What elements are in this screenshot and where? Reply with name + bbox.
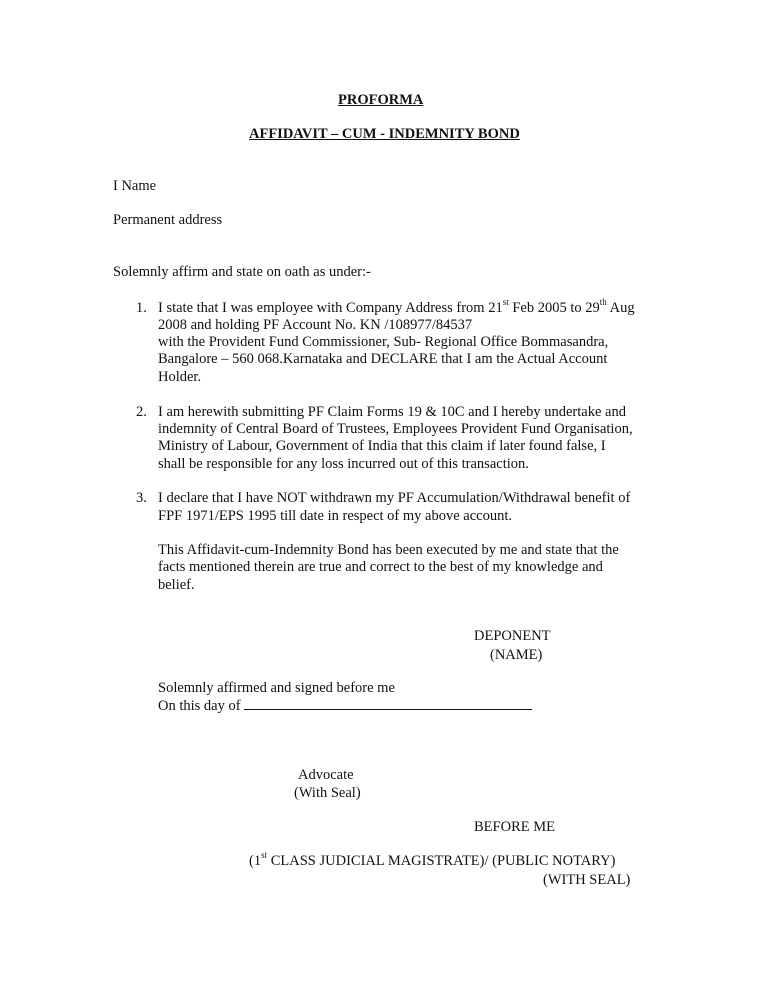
item1-sup-st: st [502, 297, 509, 308]
affirmed-line2 [158, 697, 532, 715]
with-seal-label: (WITH SEAL) [543, 872, 631, 888]
item2-line2: indemnity of Central Board of Trustees, Employees Provident Fund Organisation, [158, 421, 633, 437]
item1-line1 [158, 297, 635, 317]
item1-line5: Holder. [158, 369, 202, 385]
name-label: I Name [113, 178, 157, 194]
item2-line3: Ministry of Labour, Government of India that this claim if later found false, I [158, 438, 606, 454]
document-subtitle: AFFIDAVIT – CUM - INDEMNITY BOND [249, 126, 520, 142]
magistrate-rest: CLASS JUDICIAL MAGISTRATE)/ (PUBLIC NOTARY) [267, 853, 616, 869]
magistrate-open: (1 [249, 853, 262, 869]
item1-line3: with the Provident Fund Commissioner, Sub- Regional Office Bommasandra, [158, 334, 609, 350]
advocate-seal: (With Seal) [294, 785, 361, 801]
item2-line4: shall be responsible for any loss incurred out of this transaction. [158, 456, 529, 472]
item3-number: 3. [136, 490, 147, 506]
item3-line1: I declare that I have NOT withdrawn my PF Accumulation/Withdrawal benefit of [158, 490, 631, 506]
magistrate-sup: st [261, 850, 268, 861]
date-blank-line [244, 697, 532, 710]
item2-number: 2. [136, 404, 147, 420]
intro-text: Solemnly affirm and state on oath as under:- [113, 264, 371, 280]
item1-line1-c: Aug [606, 300, 635, 316]
item1-line2: 2008 and holding PF Account No. KN /108977/84537 [158, 317, 473, 333]
deponent-label: DEPONENT [474, 628, 551, 644]
affirmed-line1: Solemnly affirmed and signed before me [158, 680, 395, 696]
item1-line1-b: Feb 2005 to 29 [508, 300, 600, 316]
item3-para-line3: belief. [158, 577, 195, 593]
deponent-name: (NAME) [490, 647, 543, 663]
item3-para-line1: This Affidavit-cum-Indemnity Bond has been executed by me and state that the [158, 542, 619, 558]
item1-number: 1. [136, 300, 147, 316]
item2-line1: I am herewith submitting PF Claim Forms 19 & 10C and I hereby undertake and [158, 404, 626, 420]
item1-sup-th: th [599, 297, 607, 308]
item1-line1-a: I state that I was employee with Company Address from 21 [158, 300, 503, 316]
address-label: Permanent address [113, 212, 223, 228]
item3-line2: FPF 1971/EPS 1995 till date in respect of my above account. [158, 508, 512, 524]
before-me-label: BEFORE ME [474, 819, 555, 835]
item1-line4: Bangalore – 560 068.Karnataka and DECLARE that I am the Actual Account [158, 351, 608, 367]
advocate-label: Advocate [298, 767, 354, 783]
item3-para-line2: facts mentioned therein are true and correct to the best of my knowledge and [158, 559, 603, 575]
affirmed-day-label: On this day of [158, 698, 241, 714]
magistrate-line [249, 850, 616, 870]
document-title: PROFORMA [338, 92, 424, 108]
